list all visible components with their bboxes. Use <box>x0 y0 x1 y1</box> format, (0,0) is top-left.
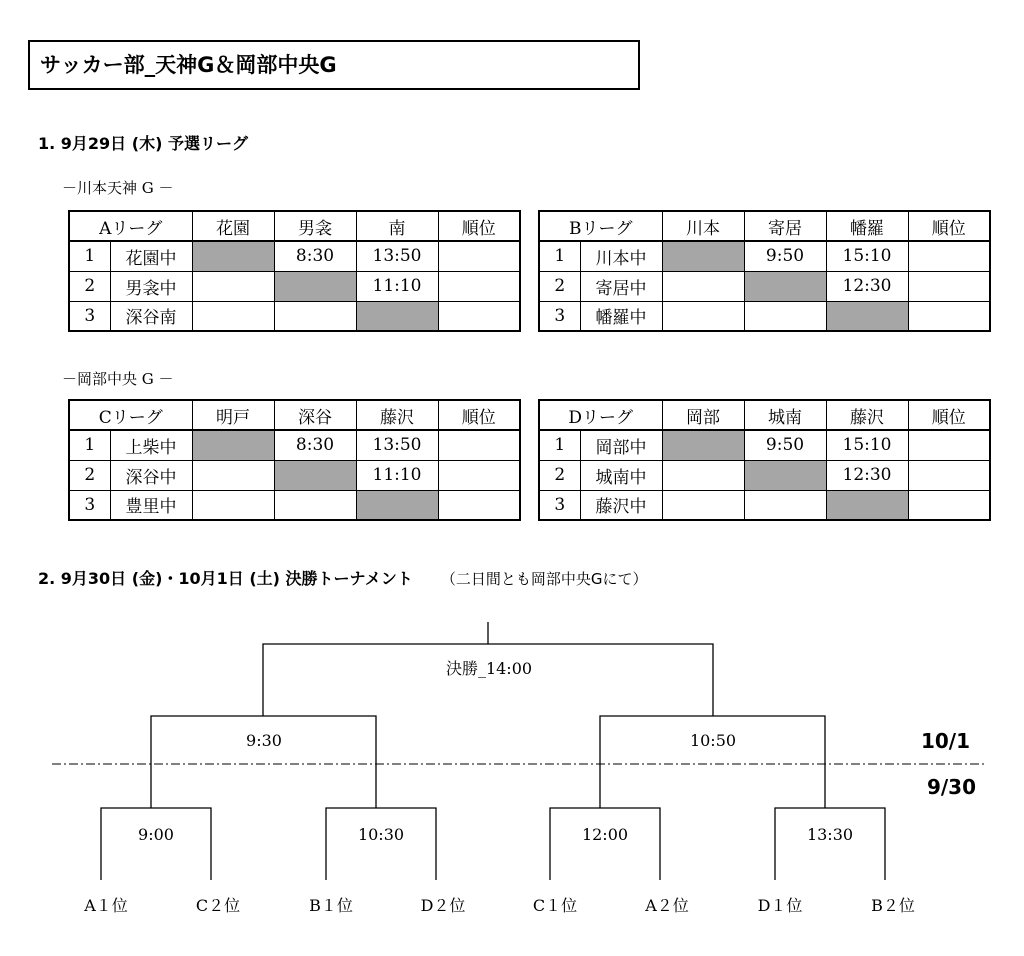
self-match-cell <box>356 490 438 520</box>
match-time-cell: 11:10 <box>356 271 438 301</box>
team-name: 城南中 <box>580 460 662 490</box>
day-label-10-1: 10/1 <box>920 729 970 753</box>
quarter-4-time: 13:30 <box>806 825 854 844</box>
rank-header: 順位 <box>438 400 520 430</box>
team-number: 1 <box>539 241 580 271</box>
self-match-cell <box>826 490 908 520</box>
league-table-c <box>68 399 521 521</box>
semi-left-time: 9:30 <box>246 731 282 750</box>
league-table-a <box>68 210 521 332</box>
match-time-cell: 9:50 <box>744 241 826 271</box>
self-match-cell <box>274 460 356 490</box>
table-row <box>539 490 990 520</box>
rank-header: 順位 <box>908 211 990 241</box>
rank-cell <box>908 301 990 331</box>
opponent-header: 岡部 <box>662 400 744 430</box>
rank-cell <box>908 241 990 271</box>
team-name: 川本中 <box>580 241 662 271</box>
opponent-header: 男衾 <box>274 211 356 241</box>
bracket-final <box>263 644 713 716</box>
team-number: 1 <box>69 241 110 271</box>
match-time-cell: 12:30 <box>826 460 908 490</box>
team-number: 2 <box>69 460 110 490</box>
match-time-cell: 12:30 <box>826 271 908 301</box>
team-number: 2 <box>539 460 580 490</box>
seed-2: C２位 <box>195 896 241 915</box>
seed-5: C１位 <box>532 896 578 915</box>
tournament-bracket <box>0 600 1024 930</box>
opponent-header: 藤沢 <box>356 400 438 430</box>
match-time-cell <box>192 301 274 331</box>
rank-cell <box>908 271 990 301</box>
rank-cell <box>438 460 520 490</box>
ground-label-kawamoto: －川本天神 G － <box>62 179 174 197</box>
section2-note: （二日間とも岡部中央Gにて） <box>440 570 648 588</box>
team-number: 2 <box>69 271 110 301</box>
match-time-cell <box>192 460 274 490</box>
quarter-3-time: 12:00 <box>581 825 629 844</box>
self-match-cell <box>744 271 826 301</box>
self-match-cell <box>826 301 908 331</box>
opponent-header: 寄居 <box>744 211 826 241</box>
section2-heading <box>38 566 648 589</box>
table-row <box>69 460 520 490</box>
ground-label-okabe: －岡部中央 G － <box>62 370 174 388</box>
self-match-cell <box>744 460 826 490</box>
team-number: 2 <box>539 271 580 301</box>
seed-1: A１位 <box>84 896 128 915</box>
seed-4: D２位 <box>420 896 466 915</box>
table-row <box>539 241 990 271</box>
team-number: 3 <box>69 301 110 331</box>
match-time-cell <box>744 490 826 520</box>
quarter-1-time: 9:00 <box>138 825 174 844</box>
team-name: 岡部中 <box>580 430 662 460</box>
team-name: 花園中 <box>110 241 192 271</box>
league-name: Dリーグ <box>539 400 662 430</box>
team-number: 3 <box>539 301 580 331</box>
seed-3: B１位 <box>309 896 353 915</box>
bracket-semi-left <box>151 716 376 808</box>
team-number: 1 <box>69 430 110 460</box>
team-name: 豊里中 <box>110 490 192 520</box>
match-time-cell: 13:50 <box>356 241 438 271</box>
team-name: 男衾中 <box>110 271 192 301</box>
team-name: 深谷南 <box>110 301 192 331</box>
table-row <box>539 271 990 301</box>
rank-header: 順位 <box>438 211 520 241</box>
league-name: Bリーグ <box>539 211 662 241</box>
match-time-cell <box>662 301 744 331</box>
opponent-header: 花園 <box>192 211 274 241</box>
opponent-header: 南 <box>356 211 438 241</box>
table-header-row <box>539 400 990 430</box>
opponent-header: 深谷 <box>274 400 356 430</box>
opponent-header: 川本 <box>662 211 744 241</box>
rank-cell <box>908 460 990 490</box>
rank-cell <box>438 241 520 271</box>
page-title: サッカー部_天神G＆岡部中央G <box>28 40 640 90</box>
league-table-d <box>538 399 991 521</box>
match-time-cell <box>192 490 274 520</box>
match-time-cell: 8:30 <box>274 241 356 271</box>
match-time-cell <box>274 490 356 520</box>
match-time-cell: 8:30 <box>274 430 356 460</box>
match-time-cell <box>274 301 356 331</box>
table-row <box>539 430 990 460</box>
team-name: 寄居中 <box>580 271 662 301</box>
final-time: 決勝_14:00 <box>445 659 533 678</box>
self-match-cell <box>274 271 356 301</box>
opponent-header: 幡羅 <box>826 211 908 241</box>
self-match-cell <box>662 241 744 271</box>
self-match-cell <box>192 430 274 460</box>
match-time-cell <box>662 271 744 301</box>
match-time-cell <box>192 271 274 301</box>
table-row <box>69 430 520 460</box>
table-header-row <box>69 400 520 430</box>
rank-cell <box>908 490 990 520</box>
section1-heading: 1. 9月29日 (木) 予選リーグ <box>38 134 248 153</box>
match-time-cell: 15:10 <box>826 241 908 271</box>
table-row <box>539 460 990 490</box>
table-row <box>539 301 990 331</box>
bracket-quarter-4 <box>775 808 885 880</box>
rank-cell <box>438 271 520 301</box>
match-time-cell: 15:10 <box>826 430 908 460</box>
seed-6: A２位 <box>645 896 689 915</box>
table-header-row <box>539 211 990 241</box>
league-name: Cリーグ <box>69 400 192 430</box>
table-row <box>69 301 520 331</box>
rank-cell <box>908 430 990 460</box>
team-number: 1 <box>539 430 580 460</box>
match-time-cell <box>662 490 744 520</box>
match-time-cell: 11:10 <box>356 460 438 490</box>
section2-title: 2. 9月30日 (金)・10月1日 (土) 決勝トーナメント <box>38 569 413 588</box>
team-number: 3 <box>69 490 110 520</box>
match-time-cell <box>744 301 826 331</box>
league-name: Aリーグ <box>69 211 192 241</box>
quarter-2-time: 10:30 <box>357 825 405 844</box>
bracket-quarter-3 <box>550 808 660 880</box>
rank-cell <box>438 430 520 460</box>
self-match-cell <box>356 301 438 331</box>
seed-7: D１位 <box>757 896 803 915</box>
opponent-header: 明戸 <box>192 400 274 430</box>
table-header-row <box>69 211 520 241</box>
team-name: 藤沢中 <box>580 490 662 520</box>
rank-cell <box>438 490 520 520</box>
table-row <box>69 490 520 520</box>
rank-cell <box>438 301 520 331</box>
team-name: 幡羅中 <box>580 301 662 331</box>
match-time-cell: 13:50 <box>356 430 438 460</box>
self-match-cell <box>662 430 744 460</box>
match-time-cell: 9:50 <box>744 430 826 460</box>
rank-header: 順位 <box>908 400 990 430</box>
opponent-header: 城南 <box>744 400 826 430</box>
table-row <box>69 241 520 271</box>
bracket-quarter-2 <box>326 808 436 880</box>
team-number: 3 <box>539 490 580 520</box>
match-time-cell <box>662 460 744 490</box>
self-match-cell <box>192 241 274 271</box>
seed-8: B２位 <box>871 896 915 915</box>
team-name: 深谷中 <box>110 460 192 490</box>
table-row <box>69 271 520 301</box>
day-label-9-30: 9/30 <box>926 775 976 799</box>
bracket-semi-right <box>600 716 825 808</box>
bracket-quarter-1 <box>101 808 211 880</box>
semi-right-time: 10:50 <box>689 731 737 750</box>
league-table-b <box>538 210 991 332</box>
opponent-header: 藤沢 <box>826 400 908 430</box>
team-name: 上柴中 <box>110 430 192 460</box>
